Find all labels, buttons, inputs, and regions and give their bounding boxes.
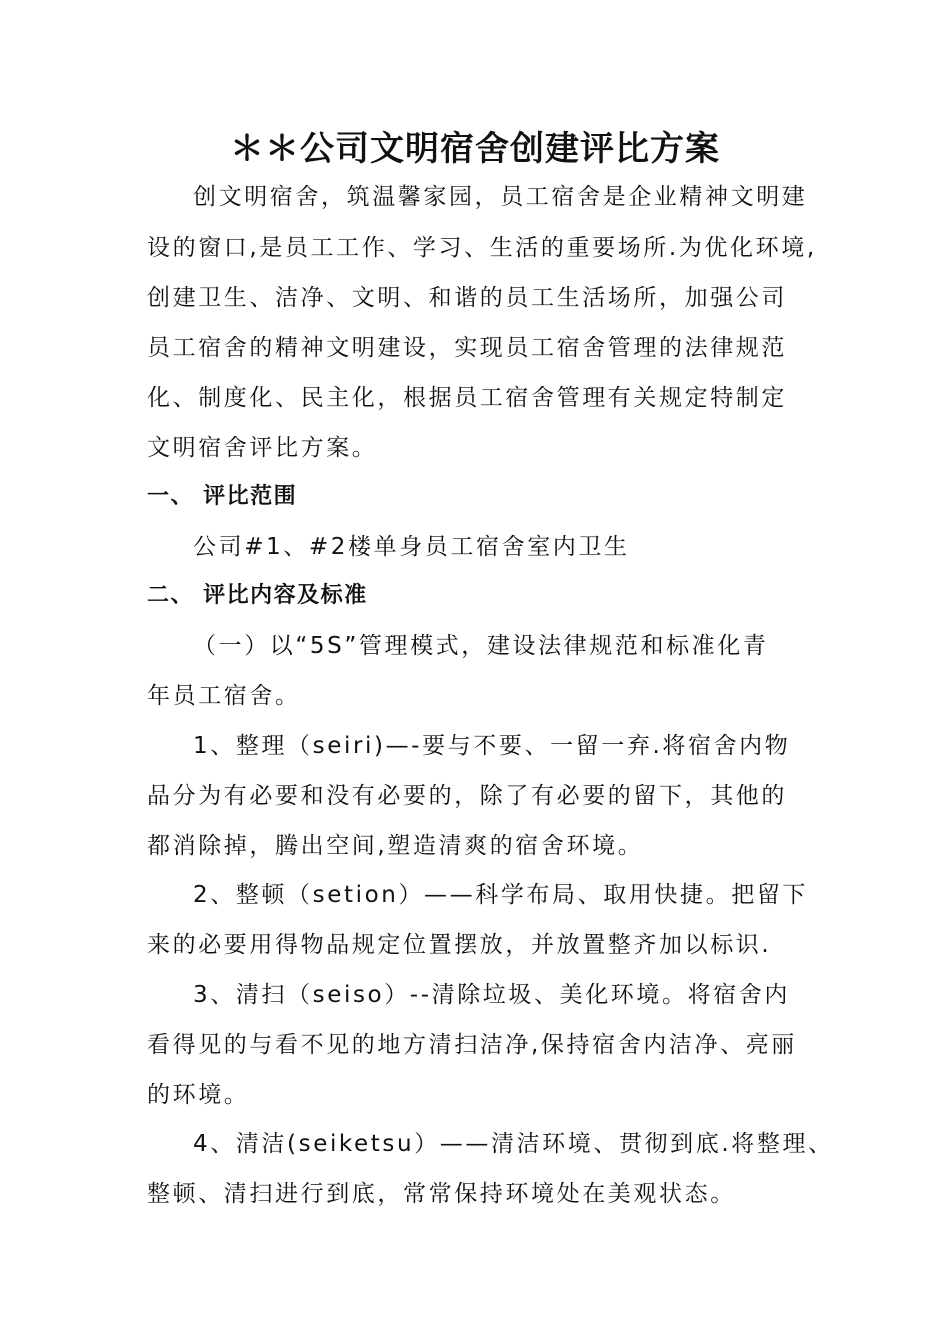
item-line: 4、清洁(seiketsu）——清洁环境、贯彻到底.将整理、 [193, 1131, 834, 1157]
intro-line: 设的窗口,是员工工作、学习、生活的重要场所.为优化环境, [147, 235, 817, 261]
item-line: 2、整顿（setion）——科学布局、取用快捷。把留下 [193, 882, 809, 908]
intro-line: 文明宿舍评比方案。 [147, 435, 378, 461]
intro-line: 员工宿舍的精神文明建设，实现员工宿舍管理的法律规范 [147, 335, 787, 361]
item-line: 看得见的与看不见的地方清扫洁净,保持宿舍内洁净、亮丽 [147, 1032, 797, 1058]
section-body-scope: 公司#1、#2楼单身员工宿舍室内卫生 [193, 534, 630, 560]
subsection-line: 年员工宿舍。 [147, 683, 301, 709]
document-title: ＊＊公司文明宿舍创建评比方案 [230, 129, 720, 169]
item-line: 1、整理（seiri)—-要与不要、一留一弃.将宿舍内物 [193, 733, 791, 759]
intro-line: 化、制度化、民主化，根据员工宿舍管理有关规定特制定 [147, 385, 787, 411]
item-line: 都消除掉，腾出空间,塑造清爽的宿舍环境。 [147, 833, 644, 859]
intro-line: 创文明宿舍，筑温馨家园，员工宿舍是企业精神文明建 [193, 184, 808, 210]
item-line: 的环境。 [147, 1082, 250, 1108]
item-line: 来的必要用得物品规定位置摆放，并放置整齐加以标识. [147, 932, 772, 958]
section-heading-scope: 一、 评比范围 [147, 484, 298, 509]
item-line: 3、清扫（seiso）--清除垃圾、美化环境。将宿舍内 [193, 982, 791, 1008]
intro-line: 创建卫生、洁净、文明、和谐的员工生活场所，加强公司 [147, 285, 787, 311]
section-heading-content: 二、 评比内容及标准 [147, 583, 368, 608]
subsection-line: （一）以“5S”管理模式，建设法律规范和标准化青 [193, 633, 769, 659]
item-line: 品分为有必要和没有必要的，除了有必要的留下，其他的 [147, 783, 787, 809]
item-line: 整顿、清扫进行到底，常常保持环境处在美观状态。 [147, 1181, 736, 1207]
